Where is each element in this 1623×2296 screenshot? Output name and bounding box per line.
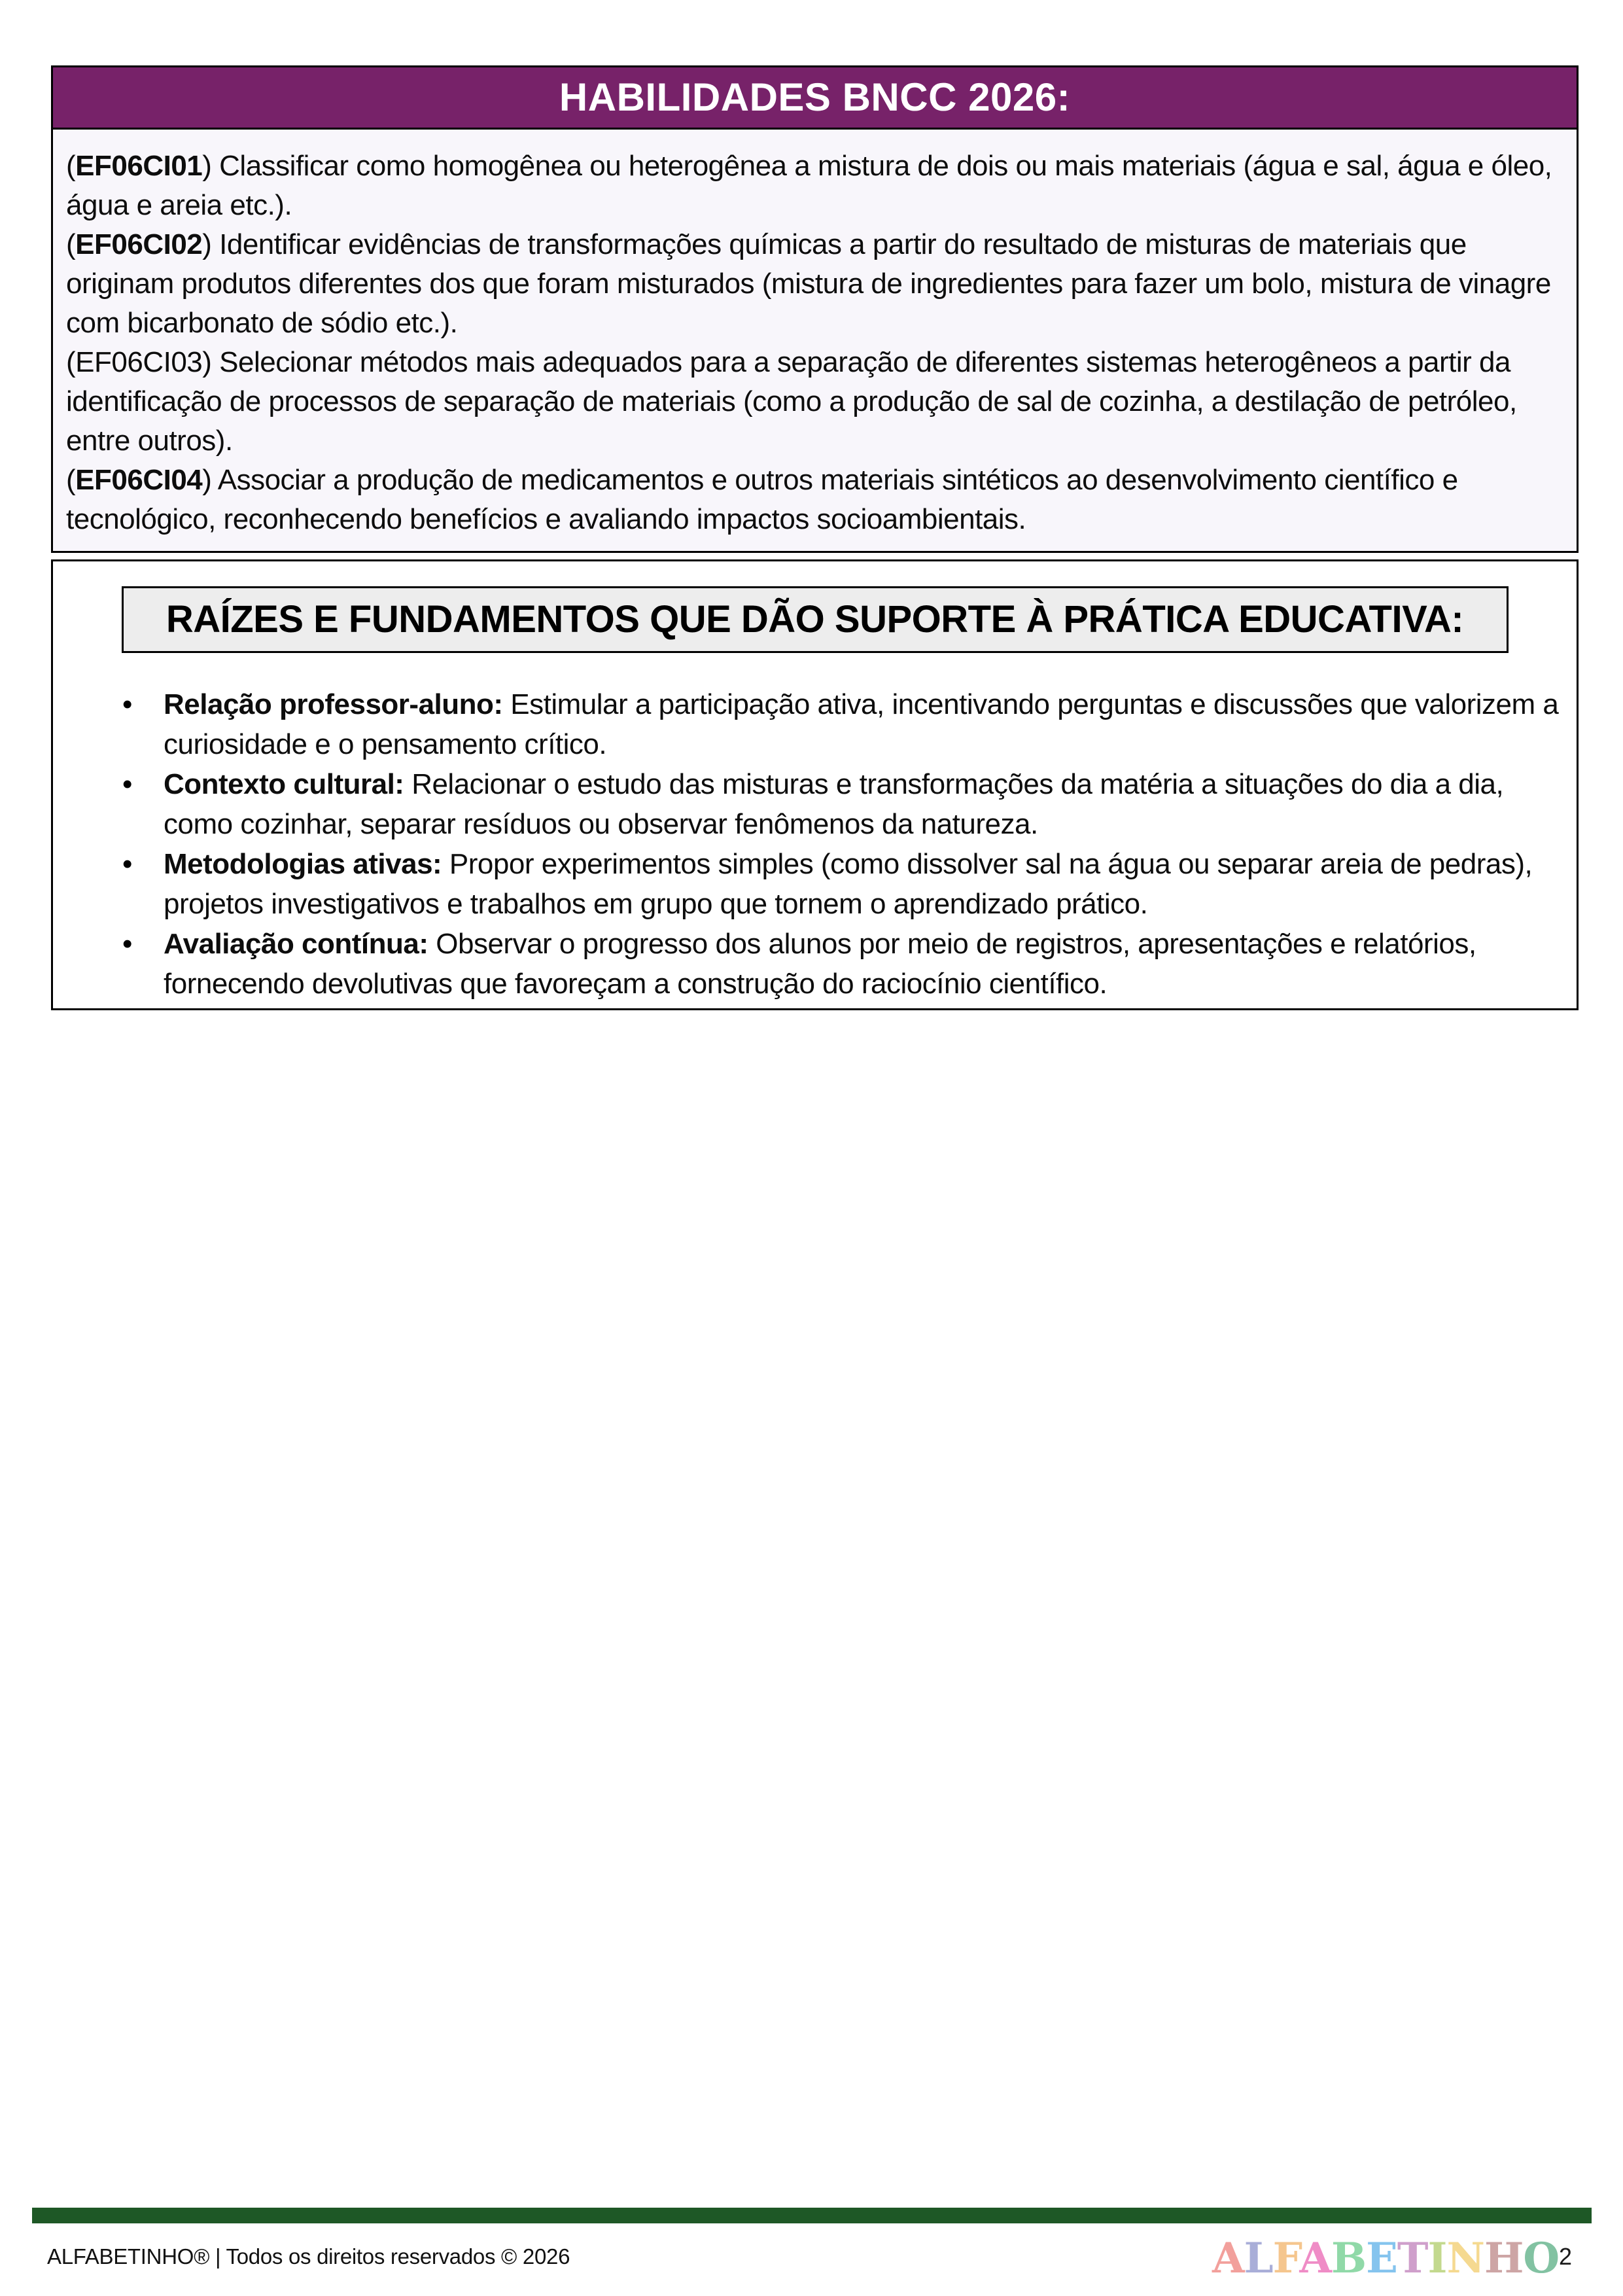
footer-copyright: ALFABETINHO® | Todos os direitos reservados © 2026 (47, 2244, 570, 2269)
logo-letter: E (1366, 2234, 1397, 2283)
skill-code: EF06CI04 (75, 464, 203, 496)
logo-letter: A (1212, 2234, 1244, 2283)
bncc-skills-body (51, 130, 1579, 553)
logo-letter: A (1299, 2234, 1331, 2283)
page-number: 2 (1559, 2243, 1573, 2270)
skill-item: (EF06CI02) Identificar evidências de transformações químicas a partir do resultado de misturas de materiais que originam produtos diferentes dos que foram misturados (mistura de ingredientes para fazer um bolo, mistura de vinagre com bicarbonato de sódio etc.). (66, 228, 1551, 339)
practice-bullet-label: Avaliação contínua: (164, 928, 436, 960)
logo-letter: L (1244, 2234, 1273, 2283)
practice-bullet-label: Contexto cultural: (164, 768, 412, 800)
logo-letter: H (1484, 2234, 1524, 2283)
practice-foundations-section (51, 559, 1579, 1010)
practice-foundations-title: RAÍZES E FUNDAMENTOS QUE DÃO SUPORTE À PRÁTICA EDUCATIVA: (122, 586, 1509, 653)
practice-bullet-item: • Contexto cultural: Relacionar o estudo das misturas e transformações da matéria a situações do dia a dia, como cozinhar, separar resíduos ou observar fenômenos da natureza. (53, 764, 1567, 844)
footer-divider-bar (32, 2208, 1592, 2223)
logo-letter: B (1331, 2234, 1367, 2283)
practice-bullet-label: Relação professor-aluno: (164, 688, 511, 720)
logo-letter: O (1523, 2234, 1560, 2283)
logo-letter: I (1427, 2234, 1447, 2283)
bncc-skills-header: HABILIDADES BNCC 2026: (51, 65, 1579, 130)
practice-foundations-list (53, 684, 1577, 1004)
skill-item: (EF06CI03) Selecionar métodos mais adequados para a separação de diferentes sistemas heterogêneos a partir da identificação de processos de separação de materiais (como a produção de sal de cozinha, a destilação de petróleo, entre outros). (66, 346, 1517, 457)
logo-letter: T (1397, 2234, 1428, 2283)
alfabetinho-logo (1212, 2233, 1559, 2285)
practice-bullet-item: • Relação professor-aluno: Estimular a participação ativa, incentivando perguntas e discussões que valorizem a curiosidade e o pensamento crítico. (53, 684, 1567, 764)
bncc-skills-section (51, 65, 1579, 553)
practice-bullet-label: Metodologias ativas: (164, 848, 449, 880)
skill-code: EF06CI01 (75, 150, 203, 182)
logo-letter: F (1272, 2234, 1300, 2283)
logo-letter: N (1446, 2234, 1484, 2283)
practice-bullet-item: • Metodologias ativas: Propor experimentos simples (como dissolver sal na água ou separar areia de pedras), projetos investigativos e trabalhos em grupo que tornem o aprendizado prático. (53, 844, 1567, 924)
skill-code: EF06CI02 (75, 228, 203, 260)
skill-item: (EF06CI04) Associar a produção de medicamentos e outros materiais sintéticos ao desenvolvimento científico e tecnológico, reconhecendo benefícios e avaliando impactos socioambientais. (66, 464, 1458, 535)
skill-item: (EF06CI01) Classificar como homogênea ou heterogênea a mistura de dois ou mais materiais (água e sal, água e óleo, água e areia etc.). (66, 150, 1552, 221)
practice-bullet-item: • Avaliação contínua: Observar o progresso dos alunos por meio de registros, apresentações e relatórios, fornecendo devolutivas que favoreçam a construção do raciocínio científico. (53, 924, 1567, 1004)
skill-code: EF06CI03 (75, 346, 203, 378)
